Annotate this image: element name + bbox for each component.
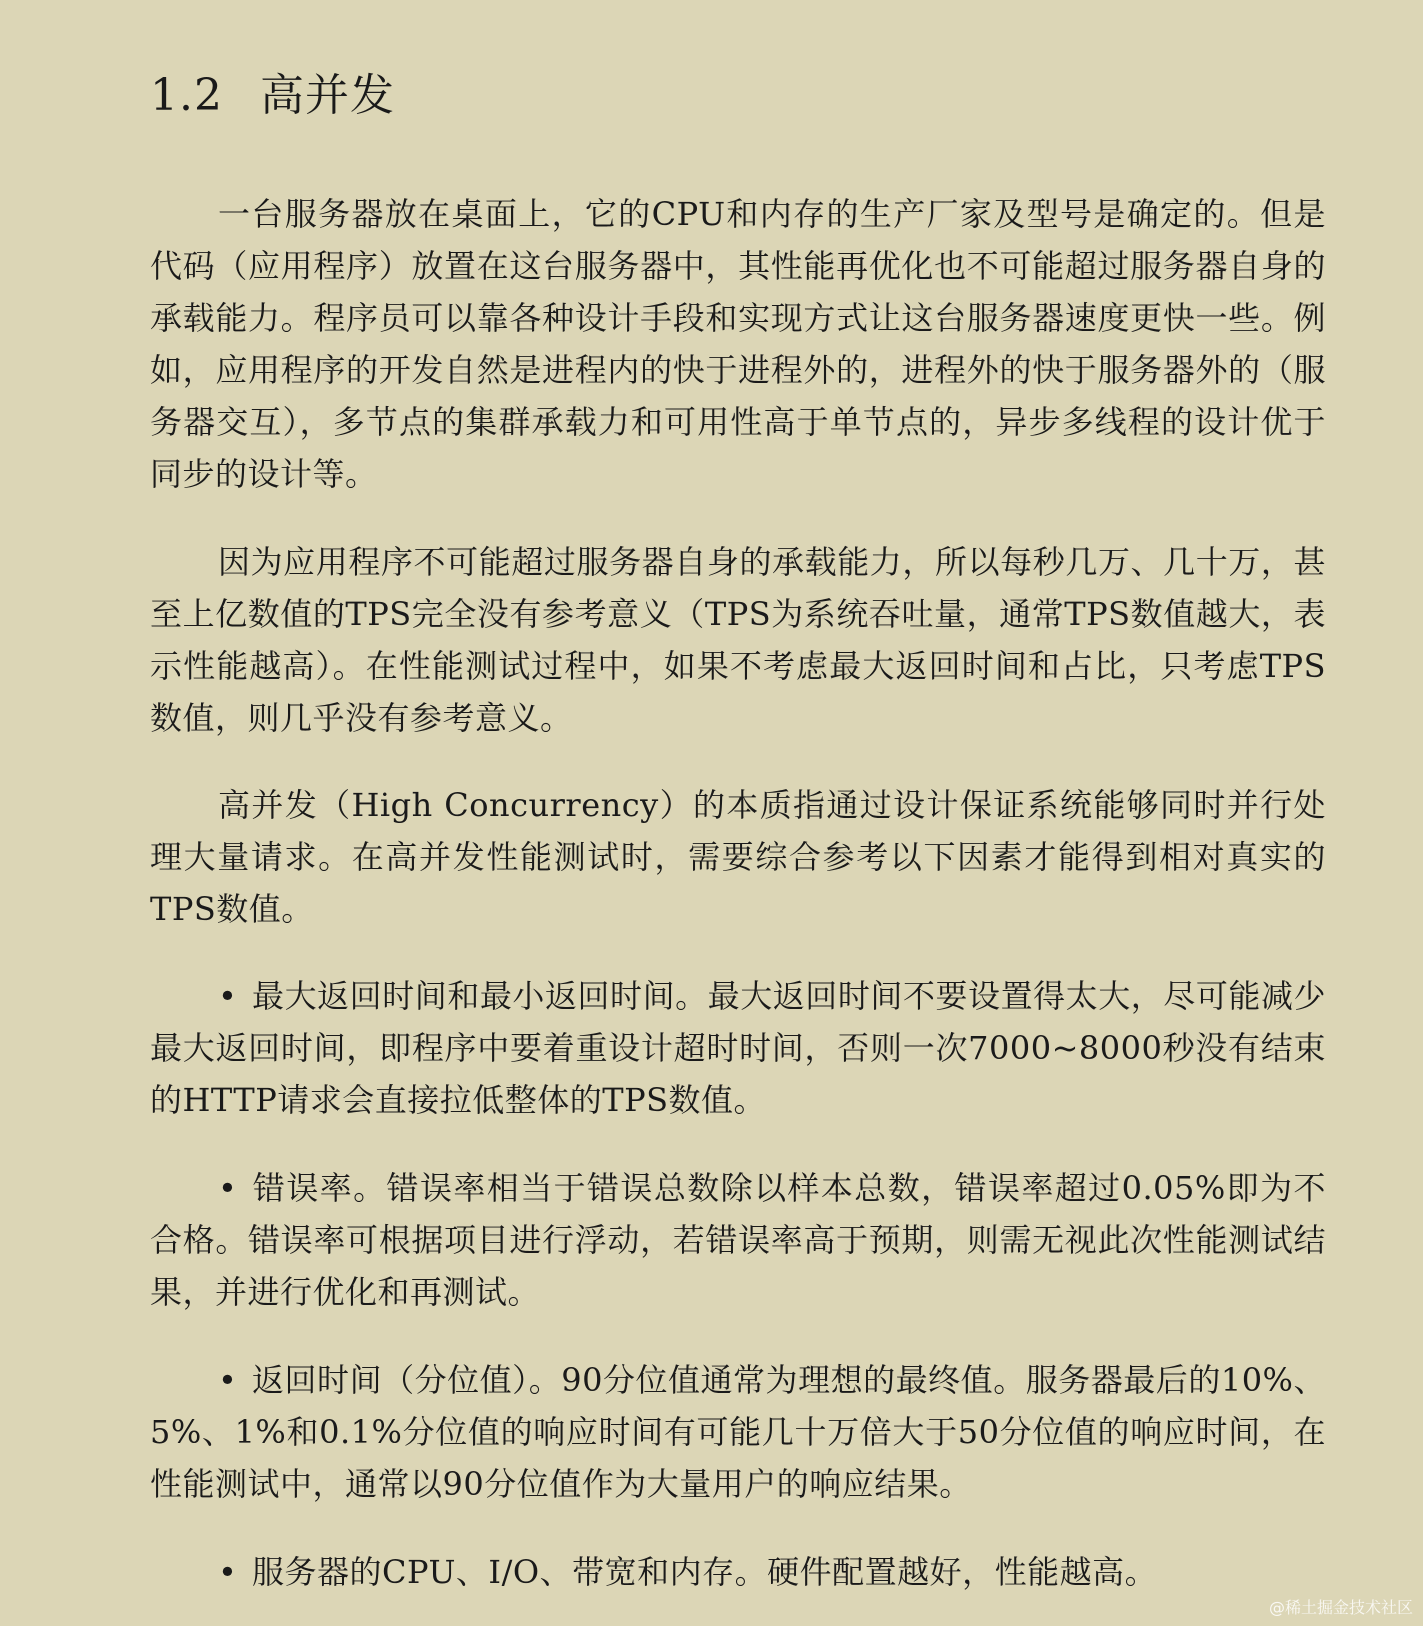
bullet-item-error-rate (150, 1162, 1326, 1318)
bullet-item-percentile (150, 1354, 1326, 1510)
section-heading (150, 66, 395, 126)
bullet-icon: • (218, 1169, 238, 1207)
section-number: 1.2 (150, 70, 223, 121)
bullet-text: 错误率。错误率相当于错误总数除以样本总数，错误率超过0.05%即为不合格。错误率可根据项目进行浮动，若错误率高于预期，则需无视此次性能测试结果，并进行优化和再测试。 (150, 1169, 1326, 1311)
bullet-text: 最大返回时间和最小返回时间。最大返回时间不要设置得太大，尽可能减少最大返回时间，即程序中要着重设计超时时间，否则一次7000~8000秒没有结束的HTTP请求会直接拉低整体的TPS数值。 (150, 977, 1326, 1119)
bullet-icon: • (218, 977, 238, 1015)
bullet-item-hardware (150, 1546, 1326, 1598)
paragraph-server-capacity: 一台服务器放在桌面上，它的CPU和内存的生产厂家及型号是确定的。但是代码（应用程序）放置在这台服务器中，其性能再优化也不可能超过服务器自身的承载能力。程序员可以靠各种设计手段和实现方式让这台服务器速度更快一些。例如，应用程序的开发自然是进程内的快于进程外的，进程外的快于服务器外的（服务器交互），多节点的集群承载力和可用性高于单节点的，异步多线程的设计优于同步的设计等。 (150, 195, 1326, 493)
paragraph-tps-meaning: 因为应用程序不可能超过服务器自身的承载能力，所以每秒几万、几十万，甚至上亿数值的TPS完全没有参考意义（TPS为系统吞吐量，通常TPS数值越大，表示性能越高）。在性能测试过程中，如果不考虑最大返回时间和占比，只考虑TPS数值，则几乎没有参考意义。 (150, 543, 1326, 737)
bullet-text: 返回时间（分位值）。90分位值通常为理想的最终值。服务器最后的10%、5%、1%和0.1%分位值的响应时间有可能几十万倍大于50分位值的响应时间，在性能测试中，通常以90分位值作为大量用户的响应结果。 (150, 1361, 1326, 1503)
bullet-icon: • (218, 1553, 238, 1591)
watermark-text: @稀土掘金技术社区 (1268, 1598, 1413, 1617)
bullet-icon: • (218, 1361, 238, 1399)
bullet-text: 服务器的CPU、I/O、带宽和内存。硬件配置越好，性能越高。 (252, 1553, 1158, 1591)
paragraph-high-concurrency: 高并发（High Concurrency）的本质指通过设计保证系统能够同时并行处理大量请求。在高并发性能测试时，需要综合参考以下因素才能得到相对真实的TPS数值。 (150, 786, 1326, 928)
section-title: 高并发 (260, 70, 395, 121)
bullet-item-return-time (150, 970, 1326, 1126)
